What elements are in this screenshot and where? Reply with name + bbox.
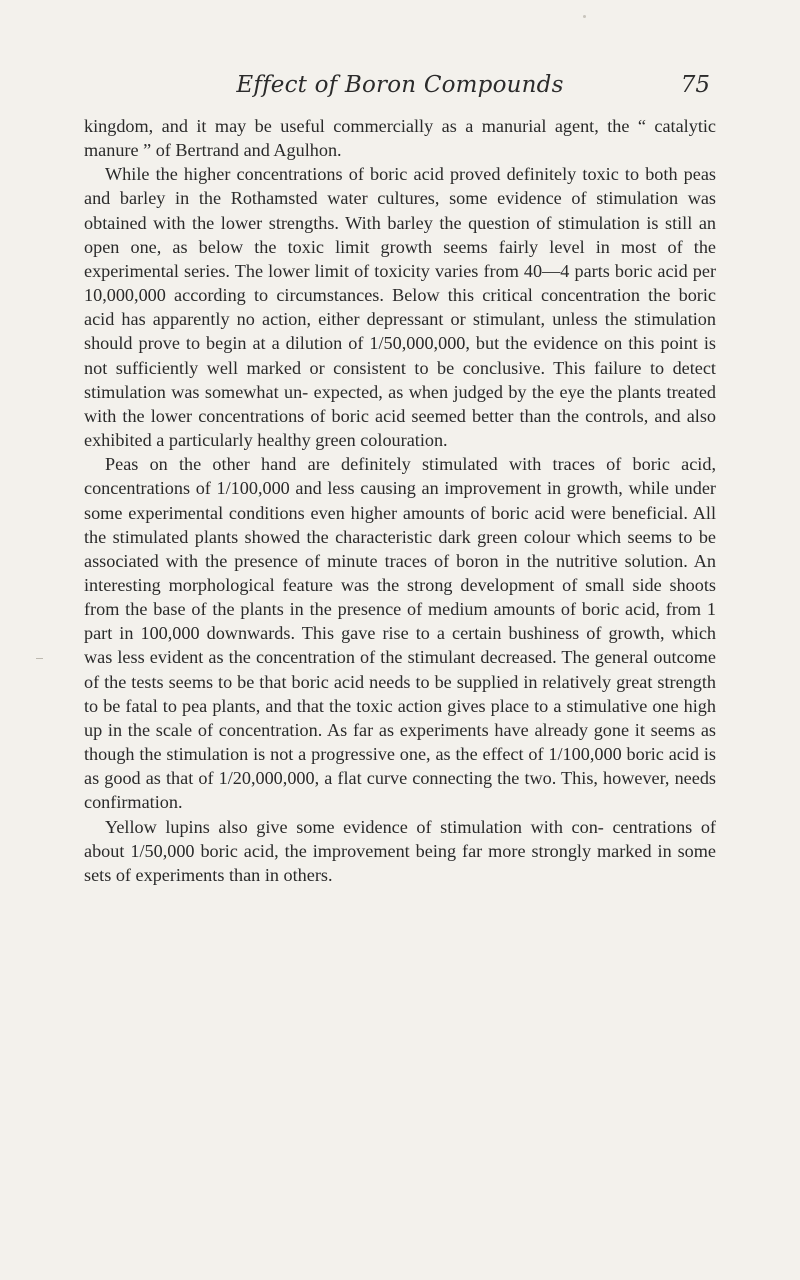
page-number: 75 [680,72,710,98]
paragraph-barley: While the higher concentrations of boric acid proved definitely toxic to both peas and barley in the Rothamsted water cultures, some evidence of stimulation was obtained with the lower strengths. With barley the question of stimulation is still an open one, as below the toxic limit growth seems fairly level in most of the experimental series. The lower limit of toxicity varies from 40—4 parts boric acid per 10,000,000 according to circumstances. Below this critical concentration the boric acid has apparently no action, either depressant or stimulant, unless the stimulation should prove to begin at a dilution of 1/50,000,000, but the evidence on this point is not sufficiently well marked or consistent to be conclusive. This failure to detect stimulation was somewhat un- expected, as when judged by the eye the plants treated with the lower concentrations of boric acid seemed better than the controls, and also exhibited a particularly healthy green colouration. [84,164,716,451]
paragraph-lupins: Yellow lupins also give some evidence of stimulation with con- centrations of about 1/50,000 boric acid, the improvement being far more strongly marked in some sets of experiments than in others. [84,816,716,885]
paper-speck [583,15,586,18]
running-title: Effect of Boron Compounds [236,72,564,98]
body-text [84,114,716,887]
paragraph-peas: Peas on the other hand are definitely stimulated with traces of boric acid, concentrations of 1/100,000 and less causing an improvement in growth, while under some experimental conditions even higher amounts of boric acid were beneficial. All the stimulated plants showed the characteristic dark green colour which seems to be associated with the presence of minute traces of boron in the nutritive solution. An interesting morphological feature was the strong development of small side shoots from the base of the plants in the presence of medium amounts of boric acid, from 1 part in 100,000 downwards. This gave rise to a certain bushiness of growth, which was less evident as the concentration of the stimulant decreased. The general outcome of the tests seems to be that boric acid needs to be supplied in relatively great strength to be fatal to pea plants, and that the toxic action gives place to a stimulative one high up in the scale of concentration. As far as experiments have already gone it seems as though the stimulation is not a progressive one, as the effect of 1/100,000 boric acid is as good as that of 1/20,000,000, a flat curve connecting the two. This, however, needs confirmation. [84,454,716,813]
margin-mark [36,658,43,659]
paragraph-continuation: kingdom, and it may be useful commercially as a manurial agent, the “ catalytic manure ” of Bertrand and Agulhon. [84,116,716,161]
page-header [84,72,716,108]
